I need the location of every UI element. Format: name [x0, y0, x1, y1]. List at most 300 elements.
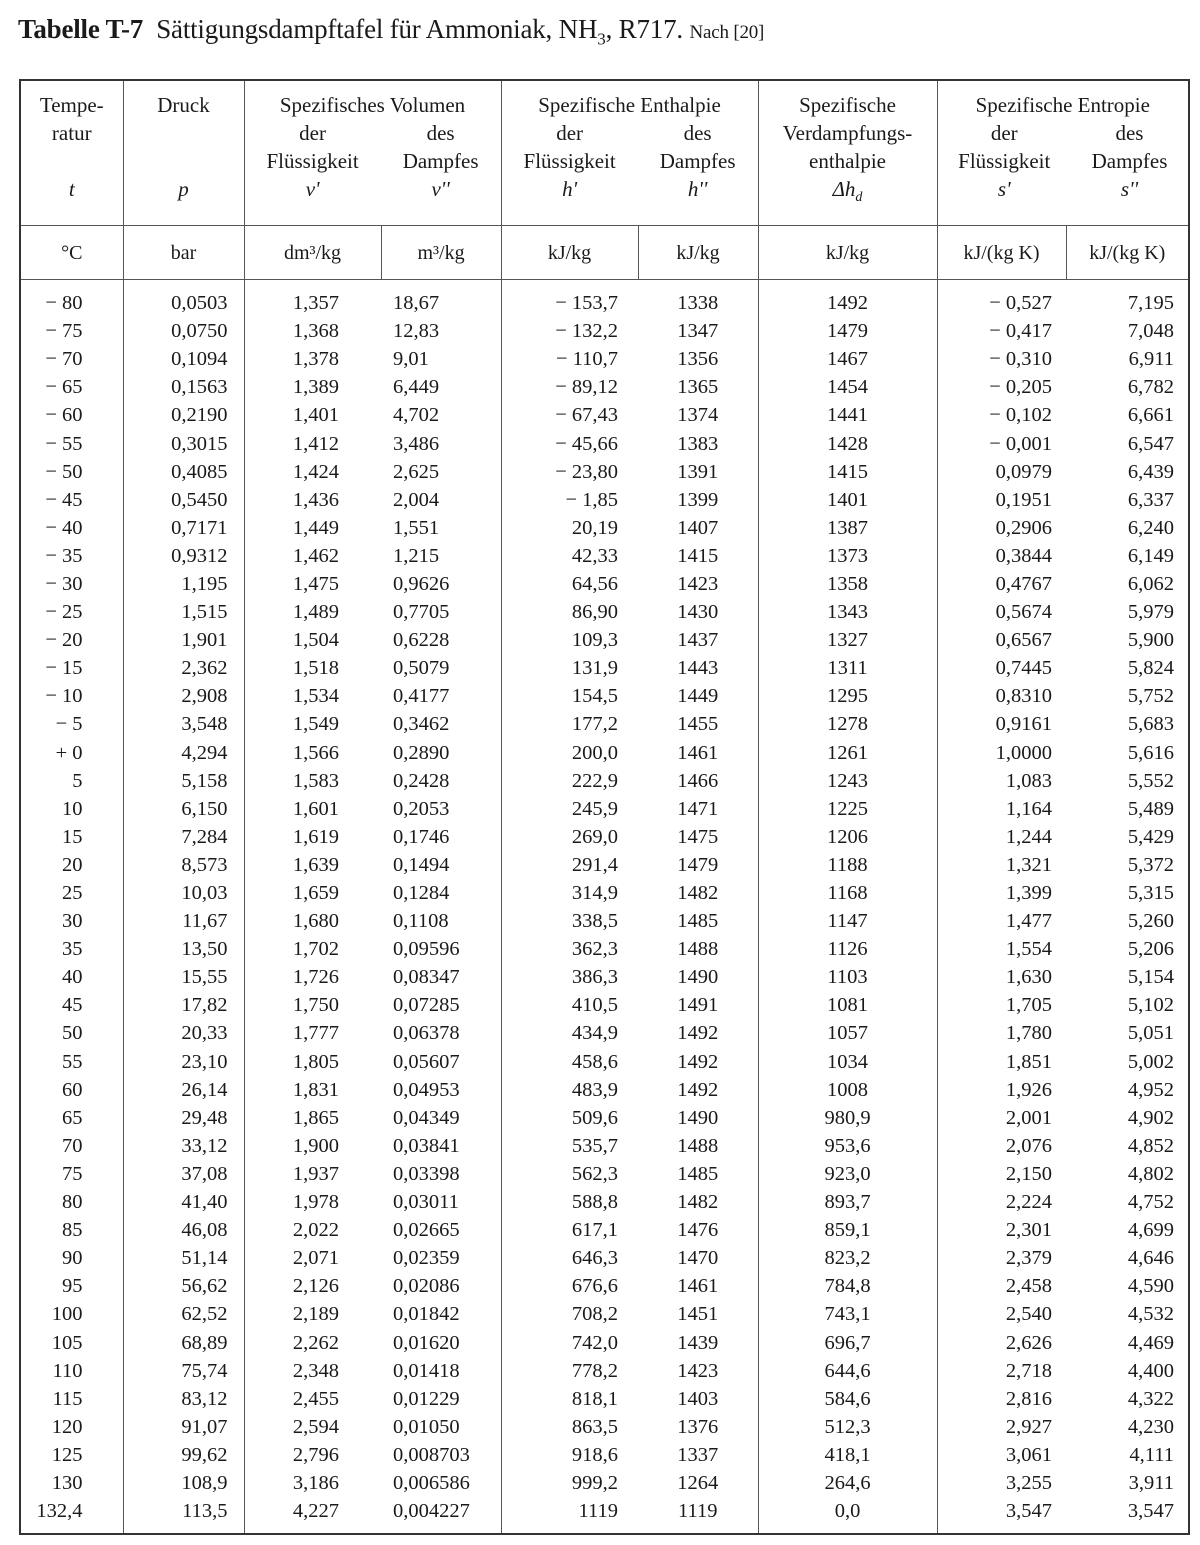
cell-evaporation-enthalpy: 823,2: [758, 1244, 937, 1272]
cell-pressure: 17,82: [123, 991, 244, 1019]
cell-enthalpy-liquid: 200,0: [501, 739, 638, 767]
cell-evaporation-enthalpy: 893,7: [758, 1188, 937, 1216]
cell-pressure: 0,1094: [123, 345, 244, 373]
cell-volume-liquid: 3,186: [244, 1469, 381, 1497]
table-row: [20, 879, 1189, 907]
cell-enthalpy-vapor: 1488: [677, 938, 719, 961]
cell-temperature: − 5: [55, 713, 83, 736]
cell-temperature: 40: [62, 966, 83, 989]
header-volume-liquid-1: der: [299, 121, 326, 145]
cell-temperature: 5: [72, 769, 83, 792]
cell-enthalpy-liquid: 535,7: [501, 1132, 638, 1160]
cell-evaporation-enthalpy: 1295: [758, 682, 937, 710]
cell-evaporation-enthalpy: 743,1: [758, 1300, 937, 1328]
cell-volume-vapor: 0,02665: [393, 1219, 460, 1242]
cell-pressure: 0,2190: [123, 401, 244, 429]
cell-evaporation-enthalpy: 1225: [758, 795, 937, 823]
header-enthalpy-title: Spezifische Enthalpie: [538, 93, 721, 117]
cell-evaporation-enthalpy: 1311: [758, 654, 937, 682]
cell-pressure: 7,284: [123, 823, 244, 851]
cell-pressure: 83,12: [123, 1385, 244, 1413]
table-row: [20, 1160, 1189, 1188]
cell-enthalpy-liquid: 562,3: [501, 1160, 638, 1188]
cell-volume-liquid: 1,357: [244, 280, 381, 318]
cell-volume-vapor: 0,008703: [393, 1443, 470, 1466]
cell-enthalpy-liquid: 483,9: [501, 1076, 638, 1104]
cell-enthalpy-vapor: 1437: [677, 629, 719, 652]
cell-enthalpy-vapor: 1490: [677, 966, 719, 989]
cell-temperature: − 30: [45, 572, 83, 595]
cell-volume-vapor: 0,02359: [393, 1247, 460, 1270]
cell-volume-liquid: 1,680: [244, 907, 381, 935]
cell-temperature: 20: [62, 853, 83, 876]
cell-entropy-liquid: 1,0000: [937, 739, 1066, 767]
cell-entropy-liquid: 1,083: [937, 767, 1066, 795]
cell-enthalpy-liquid: 177,2: [501, 710, 638, 738]
cell-enthalpy-vapor: 1461: [677, 1275, 719, 1298]
cell-entropy-liquid: 3,255: [937, 1469, 1066, 1497]
header-temp-symbol: t: [68, 177, 75, 201]
table-row: [20, 851, 1189, 879]
table-row: [20, 795, 1189, 823]
cell-volume-vapor: 9,01: [393, 348, 429, 371]
cell-temperature: 70: [62, 1134, 83, 1157]
cell-volume-vapor: 0,9626: [393, 572, 450, 595]
cell-evaporation-enthalpy: 1188: [758, 851, 937, 879]
cell-volume-vapor: 0,7705: [393, 601, 450, 624]
cell-entropy-vapor: 5,260: [1127, 910, 1175, 933]
cell-temperature: 30: [62, 910, 83, 933]
cell-volume-vapor: 2,625: [393, 460, 440, 483]
cell-enthalpy-vapor: 1461: [677, 741, 719, 764]
cell-volume-liquid: 1,937: [244, 1160, 381, 1188]
cell-enthalpy-liquid: 434,9: [501, 1019, 638, 1047]
cell-volume-vapor: 0,01418: [393, 1359, 460, 1382]
cell-entropy-liquid: 2,379: [937, 1244, 1066, 1272]
cell-volume-vapor: 0,01842: [393, 1303, 460, 1326]
cell-volume-vapor: 0,2428: [393, 769, 450, 792]
cell-volume-liquid: 1,702: [244, 935, 381, 963]
cell-temperature: 15: [62, 825, 83, 848]
cell-enthalpy-vapor: 1376: [677, 1415, 719, 1438]
cell-entropy-liquid: 0,4767: [937, 570, 1066, 598]
cell-temperature: 65: [62, 1106, 83, 1129]
cell-enthalpy-vapor: 1443: [677, 657, 719, 680]
cell-entropy-vapor: 4,111: [1129, 1443, 1175, 1466]
cell-pressure: 51,14: [123, 1244, 244, 1272]
cell-volume-liquid: 2,189: [244, 1300, 381, 1328]
cell-pressure: 0,0750: [123, 317, 244, 345]
table-row: [20, 280, 1189, 318]
cell-evaporation-enthalpy: 1454: [758, 373, 937, 401]
cell-entropy-liquid: 1,321: [937, 851, 1066, 879]
cell-volume-liquid: 2,022: [244, 1216, 381, 1244]
cell-enthalpy-vapor: 1491: [677, 994, 719, 1017]
table-row: [20, 1188, 1189, 1216]
cell-temperature: − 45: [45, 488, 83, 511]
cell-entropy-liquid: 2,458: [937, 1272, 1066, 1300]
cell-volume-liquid: 2,594: [244, 1413, 381, 1441]
cell-temperature: − 40: [45, 516, 83, 539]
cell-enthalpy-vapor: 1490: [677, 1106, 719, 1129]
cell-entropy-liquid: 1,780: [937, 1019, 1066, 1047]
cell-entropy-vapor: 5,102: [1127, 994, 1175, 1017]
table-row: [20, 486, 1189, 514]
cell-volume-liquid: 1,424: [244, 458, 381, 486]
cell-entropy-vapor: 4,400: [1127, 1359, 1175, 1382]
cell-temperature: − 20: [45, 629, 83, 652]
cell-pressure: 0,7171: [123, 514, 244, 542]
cell-enthalpy-liquid: 314,9: [501, 879, 638, 907]
cell-entropy-liquid: 1,477: [937, 907, 1066, 935]
cell-temperature: 115: [52, 1387, 83, 1410]
cell-evaporation-enthalpy: 1168: [758, 879, 937, 907]
header-temp-line1: Tempe-: [39, 93, 104, 117]
cell-entropy-liquid: 1,554: [937, 935, 1066, 963]
cell-pressure: 5,158: [123, 767, 244, 795]
cell-entropy-vapor: 5,206: [1127, 938, 1175, 961]
header-enthalpy-vapor-symbol: h'': [687, 177, 708, 201]
cell-temperature: 95: [62, 1275, 83, 1298]
cell-enthalpy-vapor: 1455: [677, 713, 719, 736]
cell-enthalpy-vapor: 1374: [677, 404, 719, 427]
cell-evaporation-enthalpy: 1415: [758, 458, 937, 486]
cell-volume-liquid: 1,601: [244, 795, 381, 823]
cell-enthalpy-vapor: 1439: [677, 1331, 719, 1354]
cell-volume-vapor: 1,551: [393, 516, 440, 539]
cell-enthalpy-liquid: − 67,43: [501, 401, 638, 429]
cell-volume-liquid: 1,368: [244, 317, 381, 345]
cell-evaporation-enthalpy: 1428: [758, 429, 937, 457]
table-row: [20, 654, 1189, 682]
cell-evaporation-enthalpy: 1206: [758, 823, 937, 851]
cell-evaporation-enthalpy: 1261: [758, 739, 937, 767]
unit-evaporation: kJ/kg: [758, 226, 937, 280]
cell-entropy-vapor: 5,002: [1127, 1050, 1175, 1073]
cell-enthalpy-vapor: 1430: [677, 601, 719, 624]
cell-temperature: − 50: [45, 460, 83, 483]
cell-pressure: 2,908: [123, 682, 244, 710]
cell-volume-liquid: 1,900: [244, 1132, 381, 1160]
cell-entropy-liquid: 0,9161: [937, 710, 1066, 738]
cell-entropy-vapor: 7,048: [1127, 320, 1175, 343]
cell-temperature: 75: [62, 1162, 83, 1185]
cell-entropy-liquid: 2,150: [937, 1160, 1066, 1188]
cell-evaporation-enthalpy: 1278: [758, 710, 937, 738]
cell-enthalpy-vapor: 1466: [677, 769, 719, 792]
cell-evaporation-enthalpy: 1081: [758, 991, 937, 1019]
cell-temperature: 50: [62, 1022, 83, 1045]
header-evap-symbol: $\Delta h_d$: [832, 177, 863, 206]
cell-entropy-liquid: 0,3844: [937, 542, 1066, 570]
cell-temperature: 132,4: [36, 1500, 83, 1523]
cell-volume-liquid: 1,462: [244, 542, 381, 570]
cell-enthalpy-liquid: 42,33: [501, 542, 638, 570]
cell-enthalpy-liquid: 154,5: [501, 682, 638, 710]
table-source: Nach [20]: [689, 22, 765, 43]
table-row: [20, 1216, 1189, 1244]
saturation-table: [19, 79, 1190, 1535]
cell-enthalpy-vapor: 1423: [677, 572, 719, 595]
cell-pressure: 113,5: [123, 1497, 244, 1534]
cell-pressure: 46,08: [123, 1216, 244, 1244]
cell-temperature: − 80: [45, 292, 83, 315]
cell-enthalpy-vapor: 1479: [677, 853, 719, 876]
cell-entropy-liquid: 0,6567: [937, 626, 1066, 654]
cell-entropy-vapor: 5,489: [1127, 797, 1175, 820]
cell-enthalpy-liquid: 818,1: [501, 1385, 638, 1413]
cell-temperature: − 55: [45, 432, 83, 455]
cell-volume-vapor: 0,1494: [393, 853, 450, 876]
cell-evaporation-enthalpy: 1057: [758, 1019, 937, 1047]
title-subscript: 3: [597, 29, 606, 49]
table-row: [20, 1076, 1189, 1104]
cell-pressure: 62,52: [123, 1300, 244, 1328]
cell-volume-vapor: 18,67: [393, 292, 440, 315]
cell-enthalpy-vapor: 1383: [677, 432, 719, 455]
cell-volume-vapor: 0,6228: [393, 629, 450, 652]
cell-temperature: − 25: [45, 601, 83, 624]
table-row: [20, 570, 1189, 598]
cell-entropy-vapor: 4,322: [1127, 1387, 1175, 1410]
table-row: [20, 1385, 1189, 1413]
unit-temperature: °C: [20, 226, 123, 280]
cell-volume-vapor: 0,03398: [393, 1162, 460, 1185]
cell-enthalpy-liquid: − 110,7: [501, 345, 638, 373]
cell-enthalpy-liquid: 646,3: [501, 1244, 638, 1272]
cell-enthalpy-vapor: 1407: [677, 516, 719, 539]
cell-enthalpy-liquid: 1119: [501, 1497, 638, 1534]
cell-temperature: − 70: [45, 348, 83, 371]
cell-evaporation-enthalpy: 1492: [758, 280, 937, 318]
cell-pressure: 1,901: [123, 626, 244, 654]
header-entropy-vapor-1: des: [1115, 121, 1144, 145]
table-body: [20, 280, 1189, 1535]
cell-temperature: 125: [51, 1443, 83, 1466]
cell-evaporation-enthalpy: 512,3: [758, 1413, 937, 1441]
cell-pressure: 6,150: [123, 795, 244, 823]
cell-pressure: 33,12: [123, 1132, 244, 1160]
header-pressure-label: Druck: [157, 93, 210, 117]
cell-enthalpy-vapor: 1485: [677, 1162, 719, 1185]
cell-enthalpy-liquid: 362,3: [501, 935, 638, 963]
header-entropy-vapor-symbol: s'': [1120, 177, 1139, 201]
cell-entropy-vapor: 4,532: [1127, 1303, 1175, 1326]
cell-temperature: 10: [62, 797, 83, 820]
cell-enthalpy-liquid: − 89,12: [501, 373, 638, 401]
cell-entropy-vapor: 6,240: [1127, 516, 1175, 539]
cell-volume-vapor: 0,03011: [393, 1191, 459, 1214]
cell-volume-liquid: 1,549: [244, 710, 381, 738]
cell-entropy-liquid: − 0,417: [937, 317, 1066, 345]
cell-volume-liquid: 1,583: [244, 767, 381, 795]
cell-entropy-vapor: 4,952: [1127, 1078, 1175, 1101]
cell-pressure: 0,3015: [123, 429, 244, 457]
table-row: [20, 1132, 1189, 1160]
cell-entropy-vapor: 6,062: [1127, 572, 1175, 595]
cell-enthalpy-liquid: − 153,7: [501, 280, 638, 318]
cell-entropy-vapor: 5,372: [1127, 853, 1175, 876]
header-volume-title: Spezifisches Volumen: [279, 93, 466, 117]
cell-volume-vapor: 0,01050: [393, 1415, 460, 1438]
cell-temperature: 85: [62, 1219, 83, 1242]
cell-enthalpy-liquid: 999,2: [501, 1469, 638, 1497]
header-pressure-symbol: p: [178, 177, 189, 201]
cell-entropy-liquid: − 0,205: [937, 373, 1066, 401]
cell-volume-liquid: 1,831: [244, 1076, 381, 1104]
cell-enthalpy-vapor: 1482: [677, 1191, 719, 1214]
cell-evaporation-enthalpy: 1103: [758, 963, 937, 991]
cell-pressure: 26,14: [123, 1076, 244, 1104]
cell-volume-liquid: 1,436: [244, 486, 381, 514]
cell-volume-liquid: 1,449: [244, 514, 381, 542]
unit-volume-vapor: m³/kg: [381, 226, 501, 280]
cell-entropy-liquid: 0,7445: [937, 654, 1066, 682]
cell-entropy-liquid: 3,061: [937, 1441, 1066, 1469]
cell-temperature: − 35: [45, 544, 83, 567]
cell-volume-liquid: 1,489: [244, 598, 381, 626]
cell-entropy-vapor: 5,552: [1127, 769, 1175, 792]
cell-enthalpy-liquid: 20,19: [501, 514, 638, 542]
table-row: [20, 1048, 1189, 1076]
cell-pressure: 0,4085: [123, 458, 244, 486]
table-row: [20, 682, 1189, 710]
cell-volume-vapor: 0,5079: [393, 657, 450, 680]
cell-enthalpy-vapor: 1264: [677, 1471, 719, 1494]
cell-enthalpy-liquid: 918,6: [501, 1441, 638, 1469]
cell-entropy-liquid: − 0,102: [937, 401, 1066, 429]
cell-temperature: 80: [62, 1191, 83, 1214]
cell-volume-vapor: 0,004227: [393, 1500, 470, 1523]
cell-evaporation-enthalpy: 418,1: [758, 1441, 937, 1469]
cell-enthalpy-vapor: 1391: [677, 460, 719, 483]
cell-enthalpy-vapor: 1423: [677, 1359, 719, 1382]
cell-entropy-vapor: 4,646: [1127, 1247, 1175, 1270]
cell-pressure: 0,9312: [123, 542, 244, 570]
cell-entropy-liquid: 2,718: [937, 1357, 1066, 1385]
unit-entropy-vapor: kJ/(kg K): [1066, 226, 1189, 280]
cell-evaporation-enthalpy: 1373: [758, 542, 937, 570]
cell-evaporation-enthalpy: 1243: [758, 767, 937, 795]
cell-volume-liquid: 1,777: [244, 1019, 381, 1047]
cell-enthalpy-liquid: 509,6: [501, 1104, 638, 1132]
cell-temperature: 110: [52, 1359, 83, 1382]
cell-volume-liquid: 2,796: [244, 1441, 381, 1469]
cell-enthalpy-vapor: 1492: [677, 1022, 719, 1045]
cell-temperature: − 75: [45, 320, 83, 343]
cell-entropy-vapor: 5,154: [1127, 966, 1175, 989]
cell-volume-liquid: 4,227: [244, 1497, 381, 1534]
cell-volume-liquid: 1,865: [244, 1104, 381, 1132]
cell-entropy-liquid: 2,927: [937, 1413, 1066, 1441]
cell-volume-vapor: 0,2053: [393, 797, 450, 820]
table-row: [20, 1104, 1189, 1132]
cell-evaporation-enthalpy: 1126: [758, 935, 937, 963]
table-row: [20, 373, 1189, 401]
header-temp-line2: ratur: [51, 121, 92, 145]
cell-enthalpy-liquid: 338,5: [501, 907, 638, 935]
cell-enthalpy-vapor: 1347: [677, 320, 719, 343]
table-row: [20, 1413, 1189, 1441]
cell-pressure: 3,548: [123, 710, 244, 738]
cell-volume-vapor: 0,05607: [393, 1050, 460, 1073]
cell-enthalpy-liquid: 778,2: [501, 1357, 638, 1385]
cell-pressure: 15,55: [123, 963, 244, 991]
cell-enthalpy-vapor: 1476: [677, 1219, 719, 1242]
cell-pressure: 41,40: [123, 1188, 244, 1216]
header-enthalpy-liquid-2: Flüssigkeit: [523, 149, 616, 173]
cell-evaporation-enthalpy: 1441: [758, 401, 937, 429]
table-row: [20, 907, 1189, 935]
cell-enthalpy-liquid: 676,6: [501, 1272, 638, 1300]
header-enthalpy-vapor-1: des: [683, 121, 712, 145]
table-row: [20, 963, 1189, 991]
cell-evaporation-enthalpy: 953,6: [758, 1132, 937, 1160]
cell-enthalpy-vapor: 1399: [677, 488, 719, 511]
cell-temperature: 55: [62, 1050, 83, 1073]
cell-volume-liquid: 1,518: [244, 654, 381, 682]
cell-entropy-liquid: 1,399: [937, 879, 1066, 907]
table-title-text: Sättigungsdampftafel für Ammoniak, NH: [156, 14, 598, 44]
cell-enthalpy-vapor: 1119: [678, 1500, 718, 1523]
table-row: [20, 767, 1189, 795]
cell-temperature: − 60: [45, 404, 83, 427]
cell-enthalpy-liquid: − 45,66: [501, 429, 638, 457]
cell-entropy-liquid: 1,851: [937, 1048, 1066, 1076]
table-row: [20, 1469, 1189, 1497]
cell-evaporation-enthalpy: 1008: [758, 1076, 937, 1104]
cell-volume-vapor: 0,09596: [393, 938, 460, 961]
cell-enthalpy-vapor: 1403: [677, 1387, 719, 1410]
cell-entropy-liquid: − 0,527: [937, 280, 1066, 318]
table-number: Tabelle T-7: [18, 14, 144, 44]
cell-volume-vapor: 0,04953: [393, 1078, 460, 1101]
cell-pressure: 2,362: [123, 654, 244, 682]
cell-entropy-vapor: 4,902: [1127, 1106, 1175, 1129]
unit-volume-liquid: dm³/kg: [244, 226, 381, 280]
cell-entropy-vapor: 5,979: [1127, 601, 1175, 624]
cell-volume-liquid: 1,504: [244, 626, 381, 654]
header-temperature: [20, 80, 123, 226]
cell-enthalpy-liquid: 386,3: [501, 963, 638, 991]
cell-temperature: 90: [62, 1247, 83, 1270]
cell-enthalpy-vapor: 1337: [677, 1443, 719, 1466]
cell-volume-vapor: 3,486: [393, 432, 440, 455]
cell-entropy-liquid: 2,301: [937, 1216, 1066, 1244]
cell-enthalpy-vapor: 1492: [677, 1078, 719, 1101]
cell-enthalpy-liquid: 86,90: [501, 598, 638, 626]
table-row: [20, 1357, 1189, 1385]
cell-evaporation-enthalpy: 980,9: [758, 1104, 937, 1132]
cell-volume-vapor: 0,01620: [393, 1331, 460, 1354]
cell-entropy-vapor: 4,699: [1127, 1219, 1175, 1242]
cell-volume-liquid: 1,805: [244, 1048, 381, 1076]
table-title-text-2: , R717.: [605, 14, 683, 44]
cell-pressure: 29,48: [123, 1104, 244, 1132]
cell-volume-liquid: 2,071: [244, 1244, 381, 1272]
table-row: [20, 458, 1189, 486]
cell-entropy-vapor: 6,337: [1127, 488, 1175, 511]
header-entropy-liquid-symbol: s': [997, 177, 1011, 201]
cell-entropy-vapor: 6,782: [1127, 376, 1175, 399]
table-row: [20, 710, 1189, 738]
header-entropy-liquid-1: der: [990, 121, 1018, 145]
cell-volume-vapor: 0,1746: [393, 825, 450, 848]
cell-evaporation-enthalpy: 1467: [758, 345, 937, 373]
cell-volume-vapor: 2,004: [393, 488, 440, 511]
cell-temperature: 60: [62, 1078, 83, 1101]
cell-enthalpy-liquid: 458,6: [501, 1048, 638, 1076]
